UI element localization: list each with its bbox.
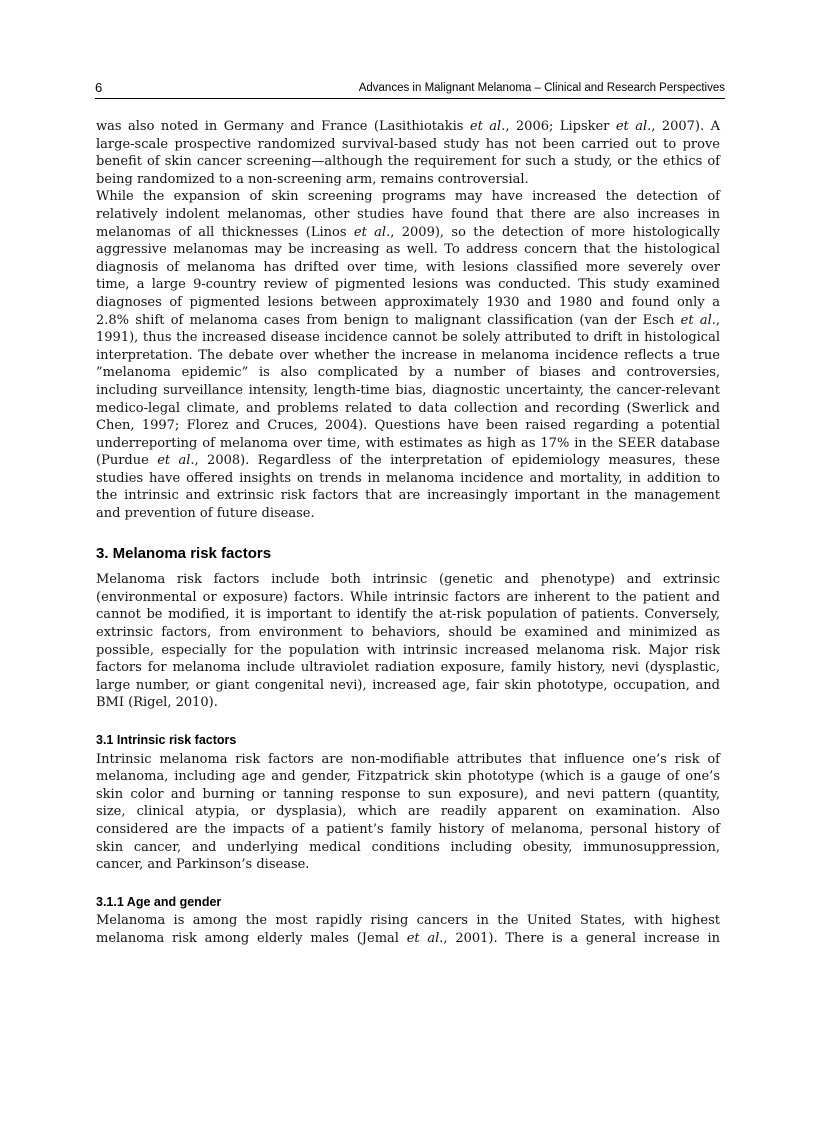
text-line: (environmental or exposure) factors. While intrinsic factors are inherent to the patient and — [96, 589, 720, 605]
text-line: large-scale prospective randomized survival-based study has not been carried out to prove — [96, 136, 720, 152]
text-line: melanoma risk among elderly males (Jemal et al., 2001). There is a general increase in — [96, 930, 720, 946]
text-line: (Purdue et al., 2008). Regardless of the interpretation of epidemiology measures, these — [96, 453, 721, 469]
text-line: possible, especially for the population with intrinsic increased melanoma risk. Major risk — [96, 642, 720, 658]
text-line: considered are the impacts of a patient’s family history of melanoma, personal history of — [96, 821, 720, 837]
paragraph-age-gender — [96, 912, 720, 947]
text-line: interpretation. The debate over whether the increase in melanoma incidence reflects a true — [96, 347, 720, 363]
paragraph-risk-factors — [96, 571, 720, 712]
text-line: Chen, 1997; Florez and Cruces, 2004). Questions have been raised regarding a potential — [96, 418, 720, 434]
text-line: skin cancer, and underlying medical conditions including obesity, immunosuppression, — [96, 839, 720, 855]
text-line: benefit of skin cancer screening—although the requirement for such a study, or the ethics of — [96, 154, 720, 170]
text-line: diagnosis of melanoma has drifted over time, with lesions classified more severely over — [96, 259, 720, 275]
text-line: medico-legal climate, and problems related to data collection and recording (Swerlick and — [96, 400, 720, 416]
body-text — [96, 118, 720, 948]
paragraph-intrinsic — [96, 751, 720, 874]
page-header — [95, 80, 725, 99]
text-line: melanoma, including age and gender, Fitzpatrick skin phototype (which is a gauge of one’s — [96, 769, 720, 785]
text-line: aggressive melanomas may be increasing as well. To address concern that the histological — [96, 242, 720, 258]
text-line: the intrinsic and extrinsic risk factors that are increasingly important in the management — [96, 488, 720, 504]
text-line: underreporting of melanoma over time, with estimates as high as 17% in the SEER database — [96, 435, 720, 451]
text-line: size, clinical atypia, or dysplasia), which are readily apparent on examination. Also — [96, 804, 720, 820]
text-line: was also noted in Germany and France (Lasithiotakis et al., 2006; Lipsker et al., 2007). A — [96, 119, 720, 134]
paragraph-1 — [96, 118, 720, 188]
text-line: factors for melanoma include ultraviolet radiation exposure, family history, nevi (dysplastic, — [96, 660, 720, 676]
text-line: studies have offered insights on trends in melanoma incidence and mortality, in addition to — [96, 470, 720, 486]
text-line: large number, or giant congenital nevi), increased age, fair skin phototype, occupation, and — [96, 677, 720, 693]
text-line: relatively indolent melanomas, other studies have found that there are also increases in — [96, 206, 720, 222]
text-line: time, a large 9-country review of pigmented lesions was conducted. This study examined — [96, 277, 720, 293]
text-line: cannot be modified, it is important to identify the at-risk population of patients. Conversely, — [96, 607, 720, 623]
text-line: including surveillance intensity, length-time bias, diagnostic uncertainty, the cancer-relevant — [96, 382, 720, 398]
text-line: being randomized to a non-screening arm, remains controversial. — [96, 171, 529, 187]
text-line: extrinsic factors, from environment to behaviors, should be examined and minimized as — [96, 625, 720, 641]
subsection-heading-intrinsic: 3.1 Intrinsic risk factors — [96, 733, 237, 747]
text-line: BMI (Rigel, 2010). — [96, 695, 218, 711]
text-line: skin color and burning or tanning response to sun exposure), and nevi pattern (quantity, — [96, 786, 720, 802]
text-line: melanomas of all thicknesses (Linos et al., 2009), so the detection of more histologically — [96, 224, 720, 240]
text-line: diagnoses of pigmented lesions between approximately 1930 and 1980 and found only a — [96, 294, 720, 310]
text-line: and prevention of future disease. — [96, 506, 315, 522]
text-line: Intrinsic melanoma risk factors are non-modifiable attributes that influence one’s risk of — [96, 751, 720, 767]
text-line: cancer, and Parkinson’s disease. — [96, 857, 310, 873]
text-line: Melanoma risk factors include both intrinsic (genetic and phenotype) and extrinsic — [96, 572, 720, 588]
text-line: Melanoma is among the most rapidly rising cancers in the United States, with highest — [96, 913, 720, 929]
text-line: 2.8% shift of melanoma cases from benign to malignant classification (van der Esch et al., — [96, 312, 720, 328]
paragraph-2 — [96, 188, 720, 522]
text-line: 1991), thus the increased disease incidence cannot be solely attributed to drift in histological — [96, 330, 720, 346]
section-heading-risk-factors: 3. Melanoma risk factors — [96, 544, 272, 562]
subsection-heading-age-gender: 3.1.1 Age and gender — [96, 894, 222, 909]
text-line: ”melanoma epidemic” is also complicated by a number of biases and controversies, — [96, 365, 720, 381]
text-line: While the expansion of skin screening programs may have increased the detection of — [96, 189, 720, 205]
page-number: 6 — [95, 80, 103, 95]
running-title: Advances in Malignant Melanoma – Clinical and Research Perspectives — [358, 82, 725, 94]
